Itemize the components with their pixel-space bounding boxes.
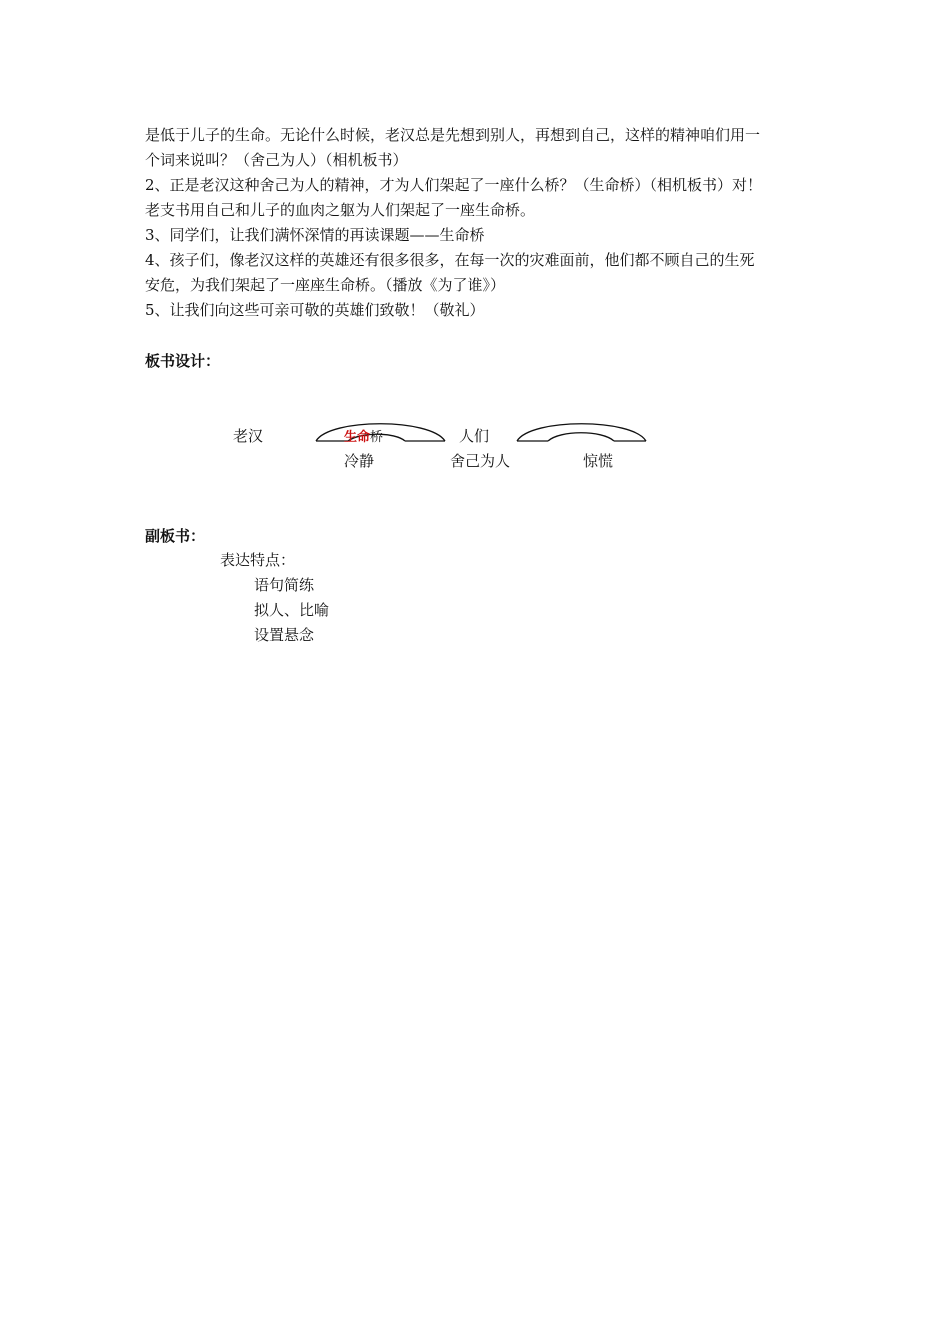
board-under-left: 冷静 — [344, 452, 375, 470]
body-line-6: 4、孩子们，像老汉这样的英雄还有很多很多，在每一次的灾难面前，他们都不顾自己的生死 — [145, 251, 755, 269]
body-line-1: 是低于儿子的生命。无论什么时候，老汉总是先想到别人，再想到自己，这样的精神咱们用一 — [145, 126, 761, 144]
sub-board-item-1: 语句简练 — [254, 576, 315, 594]
board-under-right: 惊慌 — [583, 452, 614, 470]
sub-board-heading: 副板书： — [145, 527, 206, 545]
bridge-label — [344, 428, 383, 448]
body-line-8: 5、让我们向这些可亲可敬的英雄们致敬！（敬礼） — [145, 301, 485, 319]
sub-board-title: 表达特点： — [220, 551, 296, 569]
sub-board-item-3: 设置悬念 — [254, 626, 315, 644]
board-design-heading: 板书设计： — [145, 352, 221, 370]
board-under-center: 舍己为人 — [450, 452, 511, 470]
board-right-label: 人们 — [459, 427, 490, 445]
board-left-label: 老汉 — [233, 427, 264, 445]
body-line-3: 2、正是老汉这种舍己为人的精神，才为人们架起了一座什么桥？（生命桥）（相机板书）对！ — [145, 176, 763, 194]
body-line-5: 3、同学们，让我们满怀深情的再读课题——生命桥 — [145, 226, 485, 244]
bridge-label-suffix: 桥 — [370, 430, 384, 445]
body-line-7: 安危，为我们架起了一座座生命桥。（播放《为了谁》） — [145, 276, 506, 294]
body-line-4: 老支书用自己和儿子的血肉之躯为人们架起了一座生命桥。 — [145, 201, 536, 219]
sub-board-item-2: 拟人、比喻 — [254, 601, 330, 619]
body-line-2: 个词来说叫？（舍己为人）（相机板书） — [145, 151, 408, 169]
bridge-label-red: 生命 — [344, 430, 371, 445]
right-bridge-inner-arc — [548, 433, 614, 441]
